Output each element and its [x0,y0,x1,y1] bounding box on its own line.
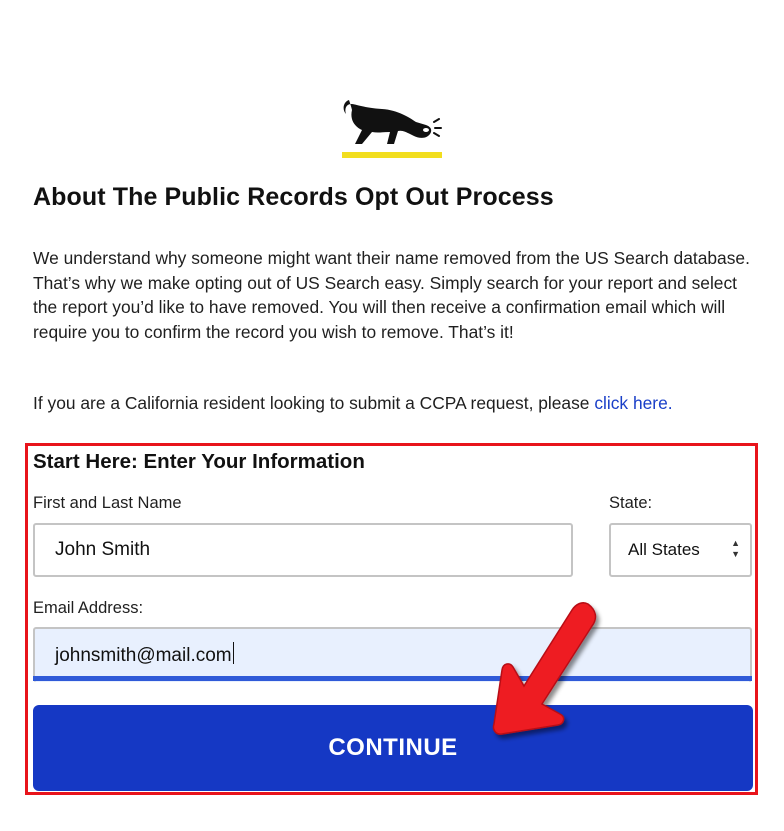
email-label: Email Address: [33,599,144,617]
name-label: First and Last Name [33,494,182,512]
ccpa-notice [33,391,673,415]
email-focus-underline [33,676,752,681]
brand-logo [340,92,444,162]
name-input[interactable]: John Smith [33,523,573,577]
logo-accent-bar [342,152,442,158]
intro-paragraph: We understand why someone might want their name removed from the US Search database. That’s why we make opting out of US Search easy. Simply search for your report and select the report you’d like to have removed. You will then receive a confirmation email which will require you to confirm the record you wish to remove. That’s it! [33,248,750,342]
email-input-value: johnsmith@mail.com [55,645,232,666]
state-label: State: [609,494,653,512]
ccpa-link[interactable]: click here. [594,393,673,413]
ccpa-text: If you are a California resident looking to submit a CCPA request, please [33,393,595,413]
state-select-value: All States [628,540,700,559]
text-caret [233,642,234,664]
form-title: Start Here: Enter Your Information [33,450,365,473]
select-arrows-icon: ▲ ▼ [731,538,740,559]
continue-button[interactable]: CONTINUE [33,705,753,791]
dog-icon [340,92,444,152]
page-title: About The Public Records Opt Out Process [33,183,554,211]
email-input[interactable] [33,627,752,682]
state-select[interactable] [609,523,752,577]
